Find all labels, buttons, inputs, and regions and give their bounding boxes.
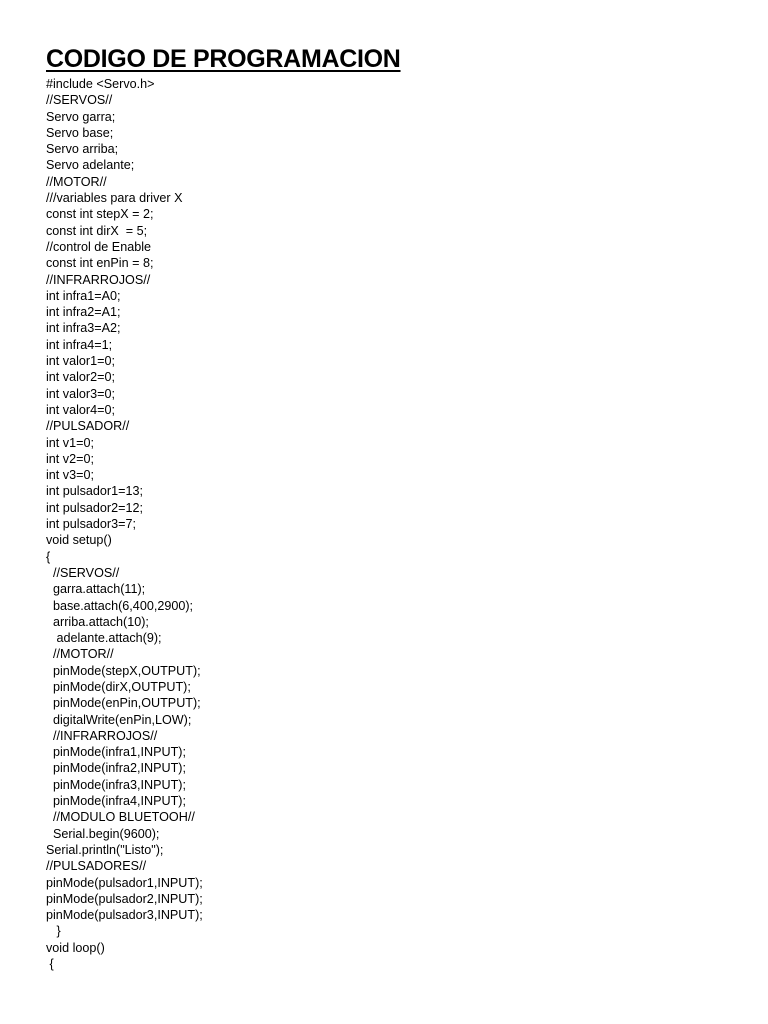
code-line: pinMode(enPin,OUTPUT); [46, 696, 201, 711]
code-line: //INFRARROJOS// [46, 272, 151, 287]
code-line: garra.attach(11); [46, 582, 146, 597]
code-line: const int stepX = 2; [46, 207, 154, 222]
code-line: Servo base; [46, 125, 114, 140]
code-line: int v1=0; [46, 435, 94, 450]
code-line: int pulsador3=7; [46, 517, 136, 532]
page-title: CODIGO DE PROGRAMACION [46, 45, 401, 73]
code-line: int pulsador1=13; [46, 484, 143, 499]
code-line: Serial.begin(9600); [46, 826, 160, 841]
code-line: ///variables para driver X [46, 191, 183, 206]
code-line: //control de Enable [46, 239, 152, 254]
code-line: pinMode(pulsador1,INPUT); [46, 875, 203, 890]
code-line: pinMode(infra1,INPUT); [46, 745, 186, 760]
code-line: pinMode(pulsador2,INPUT); [46, 891, 203, 906]
code-line: int infra1=A0; [46, 288, 121, 303]
code-line: int v2=0; [46, 451, 94, 466]
code-block [46, 76, 203, 972]
code-line: int v3=0; [46, 468, 94, 483]
code-line: const int dirX = 5; [46, 223, 148, 238]
code-line: #include <Servo.h> [46, 77, 155, 91]
code-line: int infra2=A1; [46, 305, 121, 320]
code-line: void loop() [46, 940, 105, 955]
code-line: const int enPin = 8; [46, 256, 154, 271]
code-line: Servo adelante; [46, 158, 135, 173]
code-line: Servo arriba; [46, 142, 119, 157]
code-line: //MODULO BLUETOOH// [46, 810, 195, 825]
code-line: pinMode(infra3,INPUT); [46, 777, 186, 792]
code-line: //INFRARROJOS// [46, 728, 158, 743]
code-line: base.attach(6,400,2900); [46, 598, 194, 613]
code-line: { [46, 549, 51, 564]
code-line: arriba.attach(10); [46, 614, 149, 629]
code-line: //PULSADORES// [46, 859, 147, 874]
code-line: int valor1=0; [46, 354, 115, 369]
code-line: pinMode(dirX,OUTPUT); [46, 679, 191, 694]
code-line: } [46, 924, 61, 939]
code-line: int valor3=0; [46, 386, 115, 401]
code-line: int valor4=0; [46, 402, 115, 417]
code-line: digitalWrite(enPin,LOW); [46, 712, 192, 727]
code-line: //PULSADOR// [46, 419, 130, 434]
code-line: pinMode(stepX,OUTPUT); [46, 663, 201, 678]
code-line: { [46, 957, 54, 972]
code-line: //MOTOR// [46, 647, 114, 662]
code-line: Servo garra; [46, 109, 116, 124]
code-line: void setup() [46, 533, 112, 548]
code-line: int pulsador2=12; [46, 500, 143, 515]
code-line: int infra3=A2; [46, 321, 121, 336]
code-line: adelante.attach(9); [46, 631, 162, 646]
code-line: pinMode(pulsador3,INPUT); [46, 908, 203, 923]
code-line: //SERVOS// [46, 93, 113, 108]
code-line: pinMode(infra4,INPUT); [46, 794, 186, 809]
code-line: Serial.println("Listo"); [46, 842, 164, 857]
code-line: //MOTOR// [46, 174, 107, 189]
code-line: int valor2=0; [46, 370, 115, 385]
code-line: pinMode(infra2,INPUT); [46, 761, 186, 776]
code-line: int infra4=1; [46, 337, 113, 352]
code-line: //SERVOS// [46, 565, 120, 580]
